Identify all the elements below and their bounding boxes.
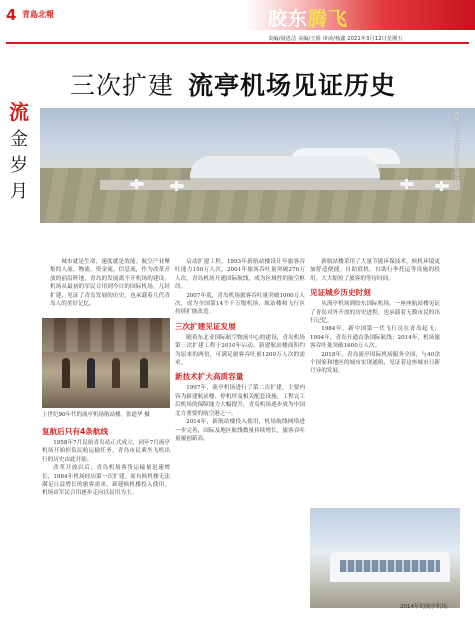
photo-plane: [170, 184, 184, 188]
photo-terminal-building: [330, 552, 450, 582]
column-label-char: 月: [10, 181, 28, 202]
header-divider: [6, 42, 469, 44]
article-intro: [50, 258, 170, 308]
inset-photo-caption: 上世纪90年代的流亭机场航站楼。张道华 摄: [42, 412, 150, 418]
body-paragraph: 2014年，新航站楼投入使用，机场航线网络进一步完善，国际及地区航线数量持续增长，旅客吞吐量屡创新高。: [175, 419, 305, 442]
photo-person: [140, 358, 148, 388]
column-label-char: 岁: [10, 155, 28, 176]
body-paragraph: 启动扩建工程，1993年新航站楼设计年旅客吞吐能力150万人次，2001年旅客吞吐量突破270万人次，青岛机场开通国际航线，成为区域性的航空枢纽。: [175, 259, 305, 291]
photo-plane: [435, 184, 449, 188]
body-paragraph: 新航站楼采用了大量节能环保技术，候机环境更加舒适便捷。自助值机、自助行李托运等设施的投用，大大缩短了旅客的等待时间。: [310, 259, 440, 282]
body-paragraph: 改革开放以后，青岛机场客货运输量迅速增长，1984年机场经历第一次扩建，原有候机楼无法满足日益增长的旅客需求，新建候机楼投入使用，机场由军民合用逐步走向以民用为主。: [42, 465, 170, 497]
photo-person: [87, 358, 95, 388]
body-paragraph: 2007年底，青岛机场旅客吞吐量突破1000万人次，成为全国第14个千万级机场，航站楼和飞行区持续扩能改造。: [175, 292, 305, 316]
intro-paragraph: 城市就是生命，速度就是效能。航空产业聚集的人流、物流、资金流、信息流，作为改革开放的前沿阵地，青岛的发展离不开机场的建设。机场从最初的军民合用到今日的国际机场，几经扩建，见证了青岛发展的历史，也承载着几代青岛人的美好记忆。: [50, 259, 170, 308]
subheading: 三次扩建见证发展: [175, 321, 236, 331]
subheading: 新技术扩大高质容量: [175, 372, 244, 382]
headline-part-2: 流亭机场见证历史: [188, 71, 397, 100]
main-photo-caption: 俯瞰正在扩建的流亭机场航站楼。: [453, 110, 459, 193]
photo-window-wall: [42, 318, 170, 352]
column-label-char: 流: [9, 100, 29, 124]
photo-plane: [400, 182, 414, 186]
body-paragraph: 从流亭机场到胶东国际机场，一座座航站楼见证了青岛对外开放的历史进程，也承载着无数市民的出行记忆。: [310, 301, 440, 325]
photo-terminal: [190, 156, 380, 178]
photo-person: [62, 358, 70, 388]
photo-person: [112, 358, 120, 388]
vertical-column-label: [8, 96, 30, 203]
article-headline: [70, 66, 396, 102]
page-number: 4: [6, 6, 17, 24]
airport-aerial-photo: [40, 108, 475, 223]
body-paragraph: 1984年，新中国第一代飞行员在青岛起飞；1994年，青岛开通首条国际航线；2014年，机场旅客吞吐量突破1600万人次。: [310, 326, 440, 350]
airport-2014-photo: [310, 508, 460, 608]
old-terminal-photo: [42, 318, 170, 408]
body-paragraph: 2018年，青岛流亭国际机场服务全国，与40余个国家和地区的城市实现通航，见证着这座城市日新月异的发展。: [310, 351, 440, 375]
column-label-char: 金: [10, 129, 28, 150]
subheading: 见证城乡历史时刻: [310, 288, 371, 298]
body-paragraph: 1997年，流亭机场进行了第二次扩建，主要内容为新建航站楼、停机坪及相关配套设施，工程完工后机场的保障能力大幅提升，青岛机场逐步成为中国北方重要的航空港之一。: [175, 385, 305, 417]
paper-name: 青島北報: [22, 10, 54, 19]
section-title-suffix: 腾飞: [308, 8, 349, 30]
section-title: [268, 4, 348, 31]
section-title-prefix: 胶东: [268, 8, 309, 30]
article-column-3: [310, 258, 440, 376]
bottom-photo-caption: 2014年的流亭机场。: [400, 604, 453, 610]
body-paragraph: 随着东北亚国际航空物流中心的建设，青岛机场第三次扩建工程于2010年启动，新建航站楼面积约为原来的两倍，可满足旅客吞吐量1200万人次的需求。: [175, 334, 305, 367]
article-column-2: [175, 258, 305, 443]
page-meta: 责编/聂恩洁 美编/王娇 审读/杨鑫 2021年3月12日星期五: [268, 36, 403, 42]
subheading: 复航后只有4条航线: [42, 427, 109, 436]
body-paragraph: 1958年7月民航青岛站正式成立，同年7月流亭机场开始担负民航运输任务。青岛市民乘坐飞机出行的历史由此开始。: [42, 440, 170, 463]
headline-part-1: 三次扩建: [70, 71, 175, 100]
article-column-1: [42, 422, 170, 498]
photo-plane: [130, 182, 144, 186]
